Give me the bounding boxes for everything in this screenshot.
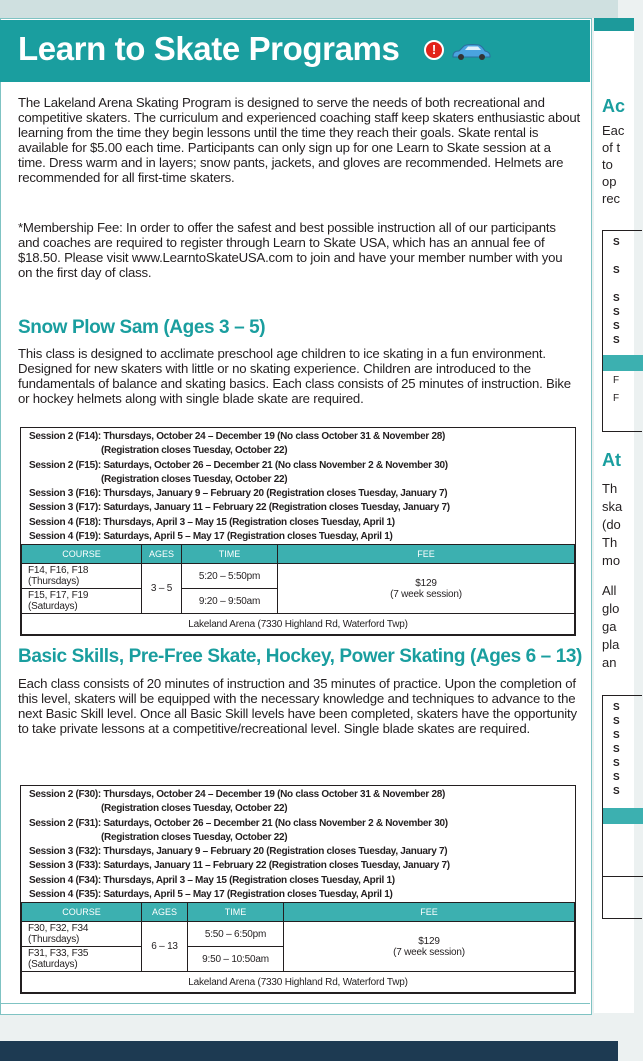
session-line: Session 2 (F15): Saturdays, October 26 – December 21 (No class November 2 & November 30) xyxy=(29,459,448,471)
session-line: Session 3 (F16): Thursdays, January 9 – February 20 (Registration closes Tuesday, January 7) xyxy=(29,488,448,500)
time-cell: 5:20 – 5:50pm xyxy=(182,564,278,589)
session-list xyxy=(21,786,575,902)
right-box-line: S xyxy=(613,730,620,741)
basic-skills-schedule xyxy=(20,785,576,994)
fee-amount: $129 xyxy=(415,577,437,589)
intro-paragraph: The Lakeland Arena Skating Program is designed to serve the needs of both recreational and competitive skaters. The curriculum and experienced coaching staff keep skaters enthusiastic about learning from the time they begin lessons until the time they reach their goals. Skate rental is available for $5.00 each time. Participants can only sign up for one Learn to Skate session at a time. Dress warm and in layers; snow pants, jackets, and gloves are recommended. Helmets are recommended for all first-time skaters. xyxy=(18,95,580,185)
course-cell: F15, F17, F19 (Saturdays) xyxy=(22,589,142,614)
car-icon xyxy=(451,43,491,61)
right-box-row: F xyxy=(613,375,620,386)
course-cell: F31, F33, F35 (Saturdays) xyxy=(22,947,142,972)
right-column-clipped xyxy=(594,18,634,1013)
right-box-line: S xyxy=(613,758,620,769)
right-text-line: (do xyxy=(602,517,621,532)
course-cell: F30, F32, F34 (Thursdays) xyxy=(22,922,142,947)
fee-cell xyxy=(278,564,575,614)
right-text-line: Eac xyxy=(602,123,625,138)
session-line: Session 2 (F14): Thursdays, October 24 – December 19 (No class October 31 & November 28) xyxy=(29,431,445,442)
right-box-row: F xyxy=(613,393,620,404)
session-registration: (Registration closes Tuesday, October 22) xyxy=(101,803,288,815)
fee-note: (7 week session) xyxy=(390,588,462,600)
location-row xyxy=(22,972,575,993)
right-text-line: ska xyxy=(602,499,623,514)
right-box-rule xyxy=(603,876,643,877)
right-box-header xyxy=(603,355,643,371)
session-registration: (Registration closes Tuesday, October 22) xyxy=(101,473,288,485)
table-row xyxy=(22,922,575,947)
session-line: Session 2 (F30): Thursdays, October 24 – December 19 (No class October 31 & November 28) xyxy=(29,789,445,800)
right-box-header xyxy=(603,808,643,824)
fee-cell xyxy=(284,922,575,972)
session-registration: (Registration closes Tuesday, October 22) xyxy=(101,445,288,457)
session-line: Session 3 (F33): Saturdays, January 11 – February 22 (Registration closes Tuesday, January 7) xyxy=(29,860,450,872)
time-cell: 9:50 – 10:50am xyxy=(188,947,284,972)
session-registration: (Registration closes Tuesday, October 22) xyxy=(101,831,288,843)
header-course: COURSE xyxy=(22,545,142,564)
right-schedule-box-1 xyxy=(602,230,642,432)
right-box-line: S xyxy=(613,307,620,318)
right-text-line: of t xyxy=(602,140,621,155)
top-band xyxy=(0,0,618,18)
header-ages: AGES xyxy=(142,545,182,564)
header-ages: AGES xyxy=(142,903,188,922)
header-time: TIME xyxy=(188,903,284,922)
right-text-line: pla xyxy=(602,637,620,652)
location-cell: Lakeland Arena (7330 Highland Rd, Waterford Twp) xyxy=(22,614,575,635)
ages-cell: 3 – 5 xyxy=(142,564,182,614)
session-line: Session 4 (F19): Saturdays, April 5 – May 17 (Registration closes Tuesday, April 1) xyxy=(29,531,393,543)
time-cell: 5:50 – 6:50pm xyxy=(188,922,284,947)
membership-paragraph: *Membership Fee: In order to offer the safest and best possible instruction all of our participants and coaches are required to register through Learn to Skate USA, which has an annual fee of $18.50. Please visit www.LearntoSkateUSA.com to join and have your member number with you on the first day of class. xyxy=(18,220,563,280)
right-text-line: glo xyxy=(602,601,620,616)
right-text-line: ga xyxy=(602,619,617,634)
basic-skills-heading: Basic Skills, Pre-Free Skate, Hockey, Power Skating (Ages 6 – 13) xyxy=(18,646,582,667)
right-text-line: rec xyxy=(602,191,621,206)
title-bar xyxy=(0,20,590,82)
fee-note: (7 week session) xyxy=(393,946,465,958)
right-box-line: S xyxy=(613,702,620,713)
header-fee: FEE xyxy=(284,903,575,922)
snow-plow-description: This class is designed to acclimate preschool age children to ice skating in a fun environment. Designed for new skaters with little or no skating experience. Children are introduced to the fundamentals of balance and skating basics. Each class consists of 25 minutes of instruction. Bike or hockey helmets along with single blade skate are required. xyxy=(18,346,571,406)
right-box-line: S xyxy=(613,321,620,332)
right-heading-2: At xyxy=(602,450,621,470)
snow-plow-schedule xyxy=(20,427,576,636)
alert-icon: ! xyxy=(424,40,444,60)
right-text-line: All xyxy=(602,583,617,598)
right-box-line: S xyxy=(613,335,620,346)
session-line: Session 3 (F17): Saturdays, January 11 – February 22 (Registration closes Tuesday, January 7) xyxy=(29,502,450,514)
footer-bar xyxy=(0,1041,618,1061)
right-text-line: to xyxy=(602,157,613,172)
session-line: Session 4 (F34): Thursdays, April 3 – May 15 (Registration closes Tuesday, April 1) xyxy=(29,874,395,886)
session-line: Session 4 (F18): Thursdays, April 3 – May 15 (Registration closes Tuesday, April 1) xyxy=(29,516,395,528)
ages-cell: 6 – 13 xyxy=(142,922,188,972)
basic-skills-description: Each class consists of 20 minutes of instruction and 35 minutes of practice. Upon the completion of this level, skaters will be equipped with the necessary knowledge and techniques to advance to the next Basic Skill level. Once all Basic Skill levels have been completed, skaters have the opportunity to take private lessons at a competitive/recreational level. Single blade skates are required. xyxy=(18,676,577,736)
right-box-line: S xyxy=(613,772,620,783)
right-box-line: S xyxy=(613,716,620,727)
right-text-line: Th xyxy=(602,535,618,550)
header-course: COURSE xyxy=(22,903,142,922)
right-box-line: S xyxy=(613,237,620,248)
right-text-line: op xyxy=(602,174,617,189)
session-line: Session 3 (F32): Thursdays, January 9 – February 20 (Registration closes Tuesday, January 7) xyxy=(29,846,448,858)
right-box-line: S xyxy=(613,293,620,304)
right-text-line: mo xyxy=(602,553,621,568)
right-text-line: Th xyxy=(602,481,618,496)
session-line: Session 2 (F31): Saturdays, October 26 – December 21 (No class November 2 & November 30) xyxy=(29,817,448,829)
right-schedule-box-2 xyxy=(602,695,642,919)
schedule-table xyxy=(21,902,575,993)
location-row xyxy=(22,614,575,635)
course-cell: F14, F16, F18 (Thursdays) xyxy=(22,564,142,589)
right-box-line: S xyxy=(613,744,620,755)
right-box-line: S xyxy=(613,265,620,276)
page-title: Learn to Skate Programs xyxy=(18,30,400,67)
right-heading-1: Ac xyxy=(602,96,626,116)
table-row xyxy=(22,564,575,589)
header-time: TIME xyxy=(182,545,278,564)
bottom-divider xyxy=(0,1003,590,1004)
time-cell: 9:20 – 9:50am xyxy=(182,589,278,614)
snow-plow-heading: Snow Plow Sam (Ages 3 – 5) xyxy=(18,317,266,338)
session-list xyxy=(21,428,575,544)
fee-amount: $129 xyxy=(418,935,440,947)
header-fee: FEE xyxy=(278,545,575,564)
right-column-top-bar xyxy=(594,18,634,31)
session-line: Session 4 (F35): Saturdays, April 5 – May 17 (Registration closes Tuesday, April 1) xyxy=(29,889,393,901)
schedule-table xyxy=(21,544,575,635)
table-header-row xyxy=(22,545,575,564)
location-cell: Lakeland Arena (7330 Highland Rd, Waterford Twp) xyxy=(22,972,575,993)
right-box-line: S xyxy=(613,786,620,797)
table-header-row xyxy=(22,903,575,922)
right-text-line: an xyxy=(602,655,617,670)
